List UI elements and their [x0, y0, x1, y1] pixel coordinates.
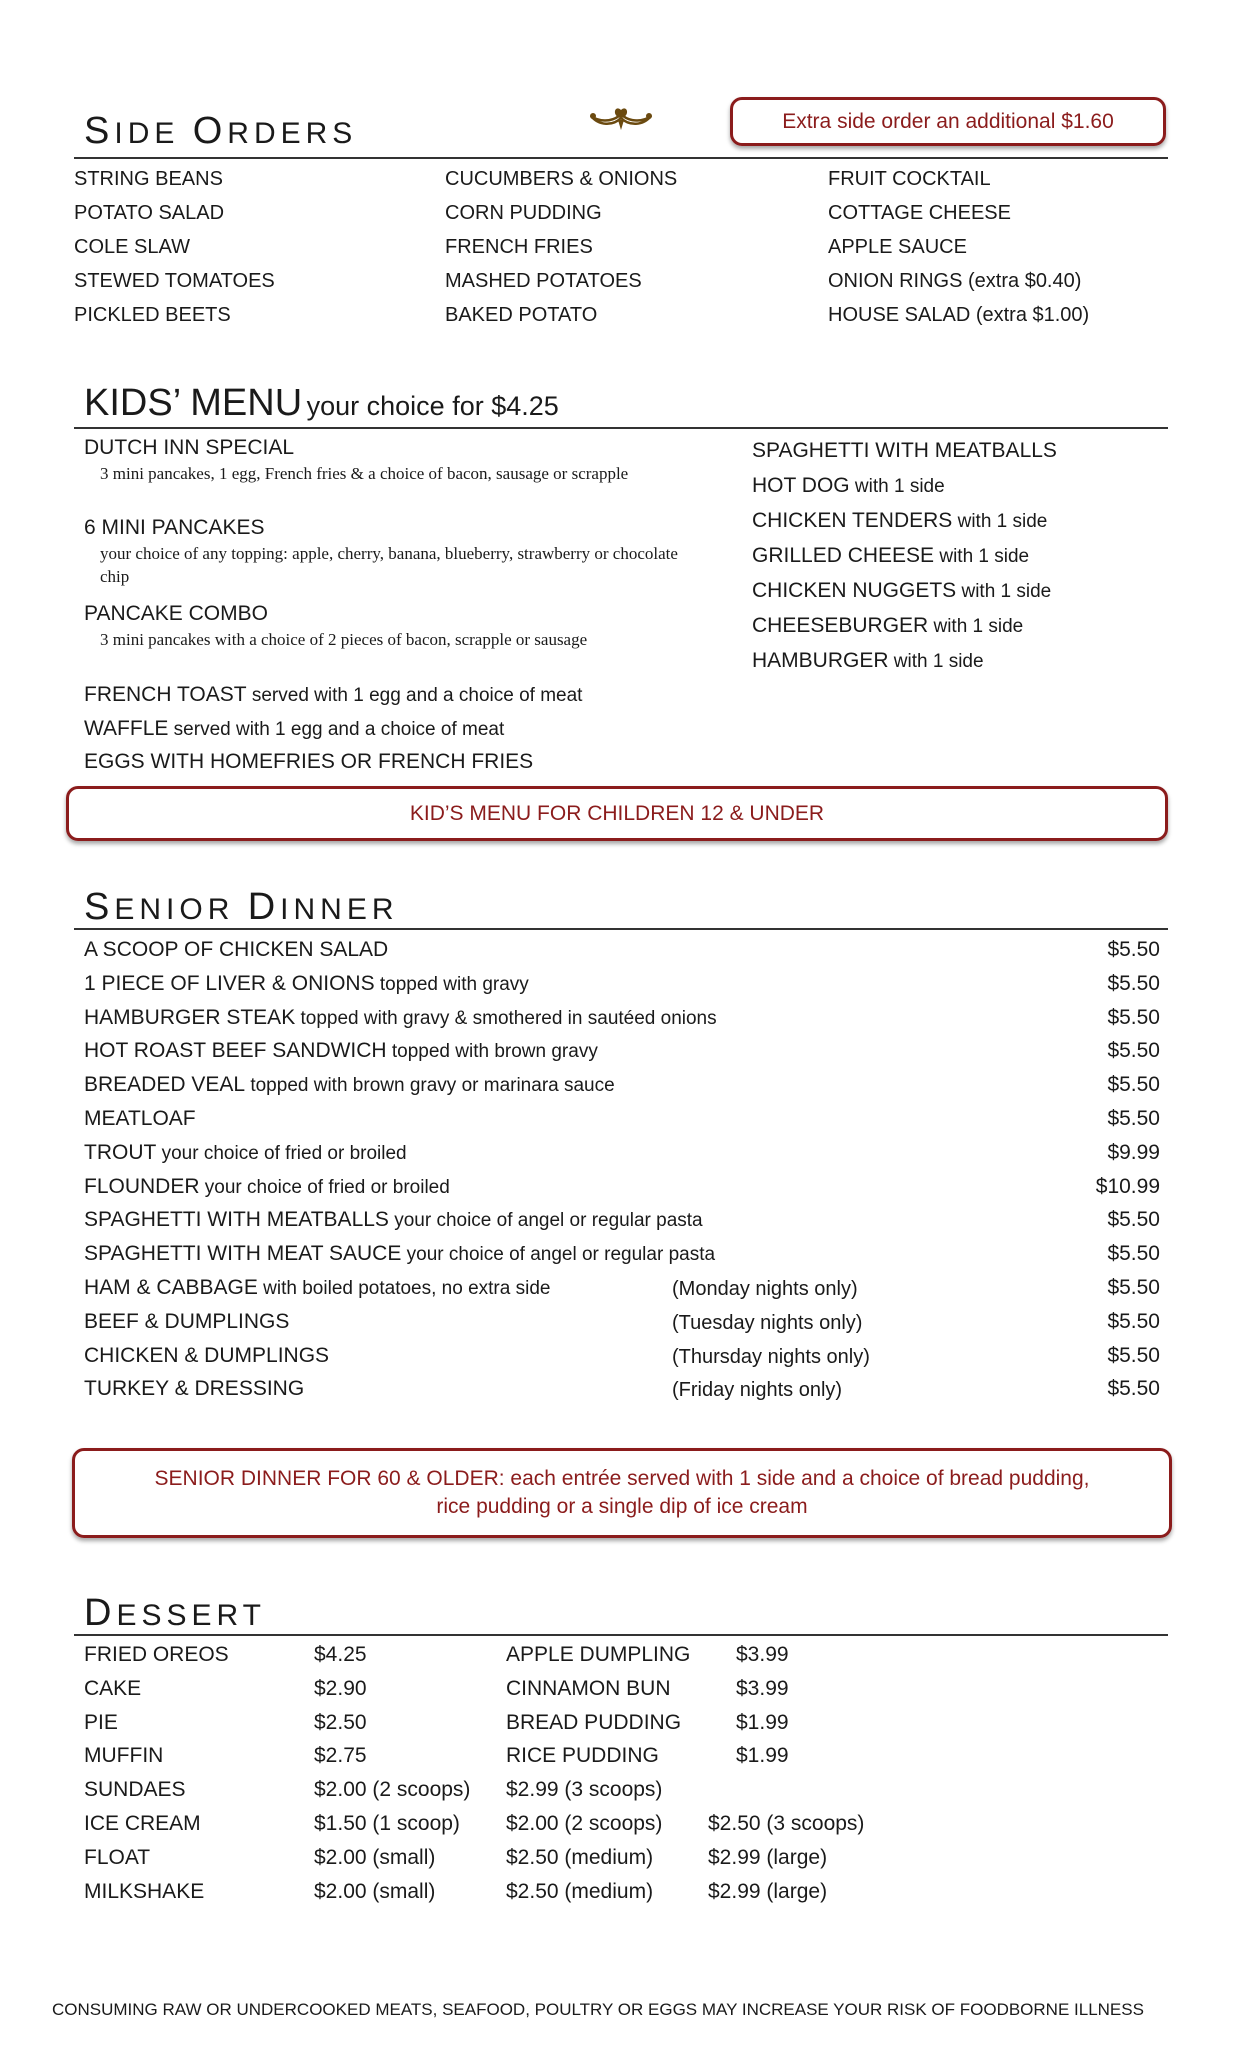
senior-item-name: HAM & CABBAGE with boiled potatoes, no extra side	[84, 1276, 551, 1299]
side-item: COTTAGE CHEESE	[828, 202, 1011, 224]
dessert-item-name: RICE PUDDING	[506, 1744, 659, 1768]
dessert-item-price: $2.50 (medium)	[506, 1845, 654, 1869]
senior-item-name: SPAGHETTI WITH MEATBALLS your choice of angel or regular pasta	[84, 1208, 703, 1232]
dessert-item-price: $1.50 (1 scoop)	[314, 1812, 460, 1835]
dessert-item-name: PIE	[84, 1710, 118, 1734]
side-item: FRENCH FRIES	[445, 236, 593, 258]
dessert-item-price: $2.90	[314, 1676, 367, 1700]
dessert-item-price: $3.99	[736, 1676, 789, 1700]
senior-dinner-rule	[74, 928, 1168, 930]
kids-item: EGGS WITH HOMEFRIES OR FRENCH FRIES	[84, 750, 534, 773]
dessert-item-price: $4.25	[314, 1643, 367, 1666]
kids-menu-title: KIDS’ MENU your choice for $4.25	[84, 382, 559, 424]
kids-item: CHICKEN NUGGETS with 1 side	[752, 579, 1052, 602]
dessert-item-name: FLOAT	[84, 1845, 151, 1869]
side-item: STRING BEANS	[74, 168, 223, 190]
side-item: POTATO SALAD	[74, 202, 225, 224]
dessert-item-name: BREAD PUDDING	[506, 1710, 682, 1734]
kids-item: SPAGHETTI WITH MEATBALLS	[752, 439, 1057, 462]
senior-item-price: $5.50	[1107, 971, 1160, 995]
senior-item-name: SPAGHETTI WITH MEAT SAUCE your choice of angel or regular pasta	[84, 1242, 716, 1266]
senior-item-name: BREADED VEAL topped with brown gravy or marinara sauce	[84, 1073, 615, 1097]
dessert-item-price: $2.99 (large)	[708, 1845, 828, 1869]
kids-item-name: 6 MINI PANCAKES	[84, 516, 265, 539]
kids-item: FRENCH TOAST served with 1 egg and a choice of meat	[84, 683, 583, 706]
kids-item: HAMBURGER with 1 side	[752, 649, 984, 672]
side-item: HOUSE SALAD (extra $1.00)	[828, 304, 1090, 326]
senior-item-price: $5.50	[1107, 1242, 1160, 1266]
dessert-item-price: $2.99 (large)	[708, 1879, 828, 1903]
senior-item-price: $5.50	[1107, 1309, 1160, 1333]
dessert-title: DESSERT	[84, 1592, 266, 1634]
senior-item-name: FLOUNDER your choice of fried or broiled	[84, 1174, 450, 1198]
senior-item-night: (Friday nights only)	[672, 1379, 843, 1402]
kids-item-name: DUTCH INN SPECIAL	[84, 436, 295, 459]
senior-item-name: HAMBURGER STEAK topped with gravy & smothered in sautéed onions	[84, 1005, 717, 1029]
dessert-item-price: $2.50	[314, 1710, 367, 1734]
kids-menu-subtitle: your choice for $4.25	[306, 391, 559, 421]
kids-item-name: PANCAKE COMBO	[84, 602, 268, 625]
dessert-item-price: $2.00 (small)	[314, 1845, 436, 1869]
kids-item-desc: 3 mini pancakes with a choice of 2 pieces of bacon, scrapple or sausage	[100, 630, 588, 649]
side-item: CORN PUDDING	[445, 202, 602, 224]
dessert-item-price: $2.00 (2 scoops)	[506, 1812, 663, 1835]
dessert-item-name: CAKE	[84, 1676, 142, 1700]
food-safety-warning: CONSUMING RAW OR UNDERCOOKED MEATS, SEAFOOD, POULTRY OR EGGS MAY INCREASE YOUR RISK OF FOODBORNE ILLNESS	[52, 2000, 1144, 2019]
senior-item-price: $5.50	[1107, 1276, 1160, 1299]
kids-item: CHICKEN TENDERS with 1 side	[752, 509, 1048, 532]
kids-menu-note: KID’S MENU FOR CHILDREN 12 & UNDER	[66, 786, 1168, 841]
senior-item-name: 1 PIECE OF LIVER & ONIONS topped with gravy	[84, 971, 529, 995]
dessert-item-name: APPLE DUMPLING	[506, 1643, 691, 1666]
side-item: COLE SLAW	[74, 236, 190, 258]
kids-item-desc: your choice of any topping: apple, cherry, banana, blueberry, strawberry or chocolate chip	[100, 544, 678, 586]
dessert-item-price: $2.50 (3 scoops)	[708, 1812, 865, 1835]
side-item: MASHED POTATOES	[445, 270, 642, 292]
senior-item-name: TROUT your choice of fried or broiled	[84, 1140, 407, 1164]
senior-item-price: $10.99	[1095, 1174, 1160, 1198]
side-item: STEWED TOMATOES	[74, 270, 275, 292]
side-orders-rule	[74, 157, 1168, 159]
kids-item: GRILLED CHEESE with 1 side	[752, 544, 1030, 567]
dessert-item-name: CINNAMON BUN	[506, 1676, 671, 1700]
senior-item-name: BEEF & DUMPLINGS	[84, 1309, 290, 1333]
side-item: FRUIT COCKTAIL	[828, 168, 991, 190]
senior-item-night: (Monday nights only)	[672, 1278, 858, 1300]
dessert-item-price: $2.00 (2 scoops)	[314, 1778, 471, 1802]
side-orders-title: SIDE ORDERS	[84, 110, 358, 152]
senior-item-name: HOT ROAST BEEF SANDWICH topped with brown gravy	[84, 1039, 598, 1063]
side-item: PICKLED BEETS	[74, 304, 231, 326]
dessert-item-name: MILKSHAKE	[84, 1879, 205, 1903]
dessert-item-price: $2.50 (medium)	[506, 1879, 654, 1903]
side-item: CUCUMBERS & ONIONS	[445, 168, 678, 190]
dessert-item-price: $3.99	[736, 1643, 789, 1666]
side-item: APPLE SAUCE	[828, 236, 967, 258]
senior-item-night: (Tuesday nights only)	[672, 1311, 863, 1334]
senior-item-price: $5.50	[1107, 1208, 1160, 1232]
dessert-item-name: ICE CREAM	[84, 1812, 201, 1835]
dessert-item-name: SUNDAES	[84, 1778, 186, 1802]
senior-item-name: A SCOOP OF CHICKEN SALAD	[84, 938, 389, 961]
senior-item-price: $5.50	[1107, 1377, 1160, 1401]
senior-item-name: MEATLOAF	[84, 1107, 196, 1130]
kids-item: HOT DOG with 1 side	[752, 474, 945, 497]
senior-item-name: TURKEY & DRESSING	[84, 1377, 305, 1401]
senior-dinner-note: SENIOR DINNER FOR 60 & OLDER: each entrée served with 1 side and a choice of bread pudding, rice pudding or a single dip of ice cream	[72, 1448, 1172, 1538]
senior-item-price: $5.50	[1107, 1039, 1160, 1063]
dessert-item-name: FRIED OREOS	[84, 1643, 229, 1666]
dessert-item-price: $1.99	[736, 1744, 789, 1768]
senior-item-price: $5.50	[1107, 1005, 1160, 1029]
dessert-item-price: $1.99	[736, 1710, 789, 1734]
senior-item-price: $5.50	[1107, 1073, 1160, 1097]
side-item: ONION RINGS (extra $0.40)	[828, 270, 1082, 292]
kids-item: CHEESEBURGER with 1 side	[752, 614, 1024, 637]
senior-item-price: $5.50	[1107, 938, 1160, 961]
senior-item-price: $5.50	[1107, 1343, 1160, 1367]
side-item: BAKED POTATO	[445, 304, 598, 326]
senior-item-name: CHICKEN & DUMPLINGS	[84, 1343, 330, 1367]
senior-item-price: $9.99	[1107, 1140, 1160, 1164]
flourish-icon	[585, 104, 657, 134]
dessert-item-price: $2.00 (small)	[314, 1879, 436, 1903]
dessert-item-name: MUFFIN	[84, 1744, 164, 1768]
dessert-rule	[74, 1634, 1168, 1636]
kids-menu-rule	[74, 427, 1168, 429]
extra-side-note: Extra side order an additional $1.60	[730, 97, 1166, 146]
dessert-item-price: $2.99 (3 scoops)	[506, 1778, 663, 1802]
dessert-item-price: $2.75	[314, 1744, 367, 1768]
senior-dinner-title: SENIOR DINNER	[84, 886, 399, 928]
senior-item-night: (Thursday nights only)	[672, 1345, 870, 1368]
kids-item-desc: 3 mini pancakes, 1 egg, French fries & a choice of bacon, sausage or scrapple	[100, 464, 629, 483]
kids-item: WAFFLE served with 1 egg and a choice of meat	[84, 717, 505, 740]
senior-item-price: $5.50	[1107, 1107, 1160, 1130]
